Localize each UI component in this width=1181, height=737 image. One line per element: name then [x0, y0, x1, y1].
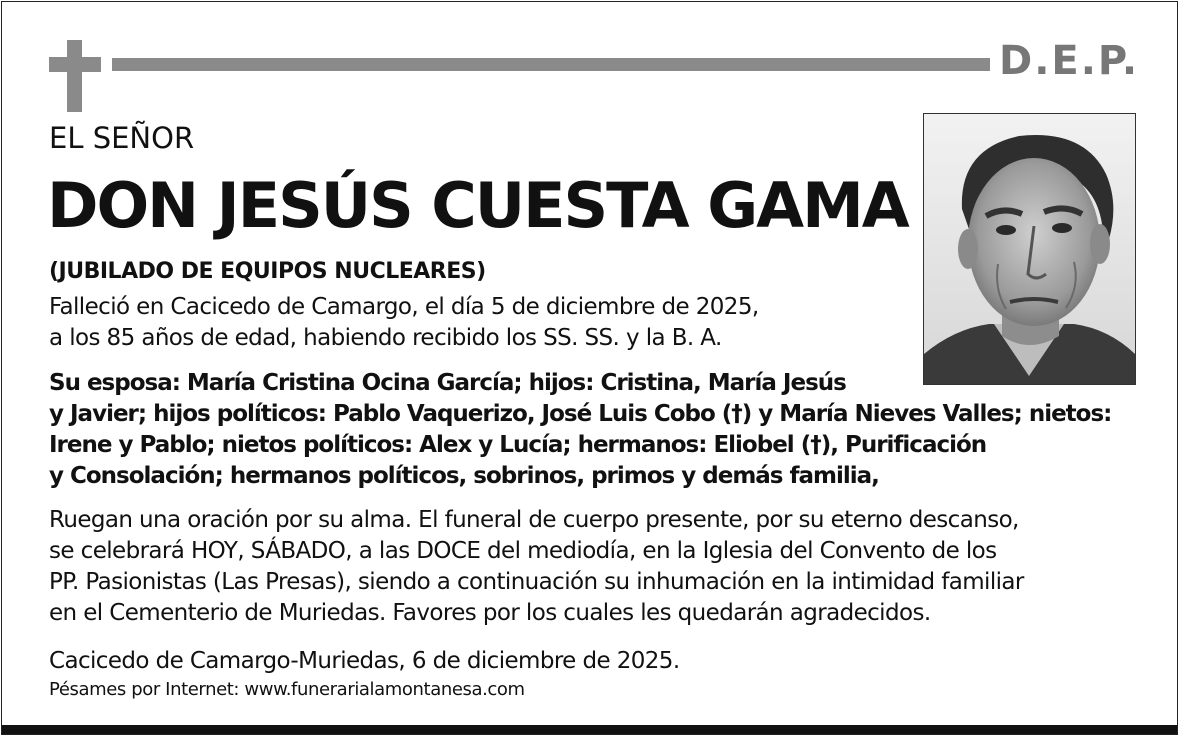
- request-line: Ruegan una oración por su alma. El funeral de cuerpo presente, por su eterno descanso,: [49, 507, 1019, 533]
- intro-label: EL SEÑOR: [49, 121, 195, 155]
- portrait-photo: [923, 113, 1136, 385]
- bottom-rule: [2, 725, 1177, 734]
- request-line: se celebrará HOY, SÁBADO, a las DOCE del mediodía, en la Iglesia del Convento de los: [49, 538, 997, 564]
- condolences-link-text: Pésames por Internet: www.funerarialamontanesa.com: [49, 679, 525, 700]
- place-date: Cacicedo de Camargo-Muriedas, 6 de diciembre de 2025.: [49, 648, 680, 674]
- family-line: y Consolación; hermanos políticos, sobrinos, primos y demás familia,: [49, 463, 879, 489]
- death-notice-line: a los 85 años de edad, habiendo recibido los SS. SS. y la B. A.: [49, 325, 722, 351]
- request-line: PP. Pasionistas (Las Presas), siendo a continuación su inhumación en la intimidad familiar: [49, 569, 1024, 595]
- header-rule: [112, 58, 990, 71]
- deceased-name: DON JESÚS CUESTA GAMA: [47, 169, 908, 242]
- family-line: y Javier; hijos políticos: Pablo Vaquerizo, José Luis Cobo (†) y María Nieves Valles; nietos:: [49, 401, 1112, 427]
- dep-label: D.E.P.: [999, 38, 1140, 84]
- occupation: (JUBILADO DE EQUIPOS NUCLEARES): [49, 259, 486, 284]
- cross-icon: [49, 40, 101, 112]
- family-line: Su esposa: María Cristina Ocina García; hijos: Cristina, María Jesús: [49, 370, 846, 396]
- request-line: en el Cementerio de Muriedas. Favores por los cuales les quedarán agradecidos.: [49, 600, 931, 626]
- family-line: Irene y Pablo; nietos políticos: Alex y Lucía; hermanos: Eliobel (†), Purificación: [49, 432, 987, 458]
- portrait-image: [924, 114, 1135, 384]
- death-notice-line: Falleció en Cacicedo de Camargo, el día 5 de diciembre de 2025,: [49, 294, 759, 320]
- obituary-frame: [1, 1, 1178, 735]
